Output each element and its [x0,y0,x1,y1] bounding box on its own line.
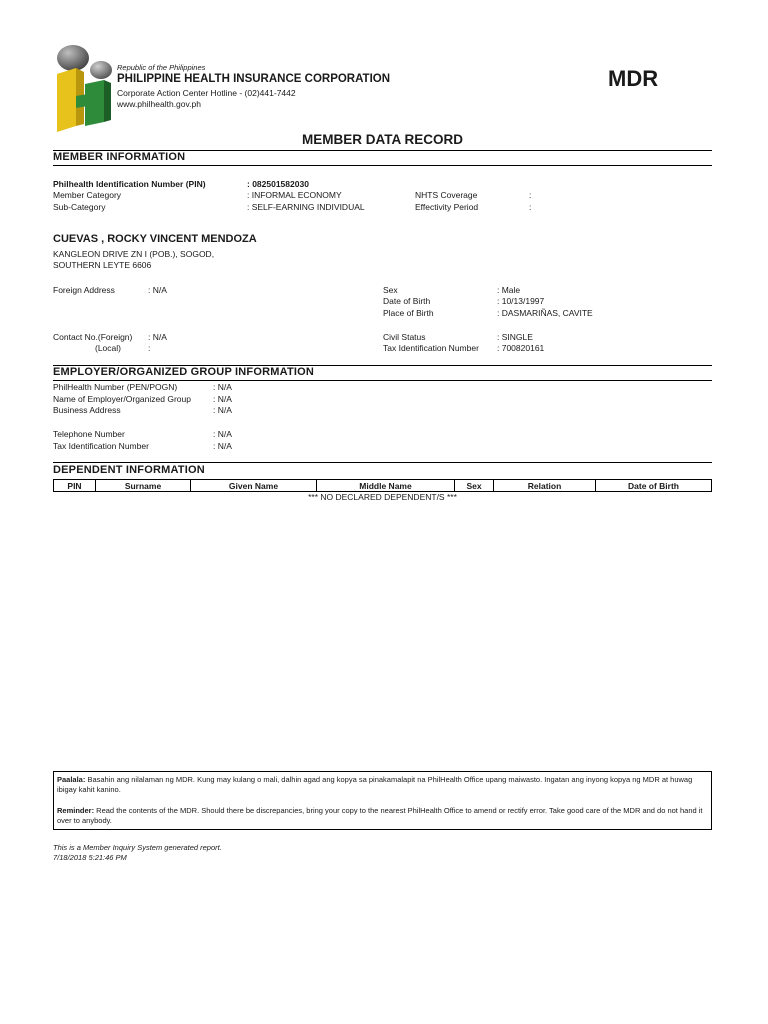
sub-category-label: Sub-Category [53,202,106,212]
sex-label: Sex [383,285,398,295]
employer-phone-label: Telephone Number [53,429,125,439]
generated-note: This is a Member Inquiry System generated report. [53,843,222,852]
member-category-value: : INFORMAL ECONOMY [247,190,342,200]
paalala-note [57,775,707,795]
reminder-label: Reminder: [57,806,95,815]
dob-value: : 10/13/1997 [497,296,545,306]
reminder-text: Read the contents of the MDR. Should there be discrepancies, bring your copy to the nearest PhilHealth Office to amend or rectify error. Take good care of the MDR and do not hand it over to anybody. [57,806,703,825]
employer-name-label: Name of Employer/Organized Group [53,394,191,404]
member-category-label: Member Category [53,190,122,200]
org-name: PHILIPPINE HEALTH INSURANCE CORPORATION [117,73,391,85]
employer-tin-value: : N/A [213,441,232,451]
employer-tin-label: Tax Identification Number [53,441,149,451]
nhts-label: NHTS Coverage [415,190,478,200]
employer-address-value: : N/A [213,405,232,415]
website-text: www.philhealth.gov.ph [117,99,201,109]
employer-pen-value: : N/A [213,382,232,392]
tin-value: : 700820161 [497,343,545,353]
member-name: CUEVAS , ROCKY VINCENT MENDOZA [53,233,257,245]
col-sex: Sex [455,480,494,492]
contact-local-value: : [148,343,151,353]
dependent-table-header [54,480,712,492]
contact-foreign-label: Contact No.(Foreign) [53,332,133,342]
col-surname: Surname [96,480,191,492]
notice-box [53,771,712,830]
foreign-address-value: : N/A [148,285,167,295]
generated-timestamp: 7/18/2018 5:21:46 PM [53,853,127,862]
sex-value: : Male [497,285,521,295]
col-pin: PIN [54,480,96,492]
philhealth-logo [54,44,114,132]
pin-label: Philhealth Identification Number (PIN) [53,179,206,189]
pin-value: : 082501582030 [247,179,309,189]
pob-label: Place of Birth [383,308,434,318]
foreign-address-label: Foreign Address [53,285,115,295]
address-line1: KANGLEON DRIVE ZN I (POB.), SOGOD, [53,249,215,259]
paalala-text: Basahin ang nilalaman ng MDR. Kung may kulang o mali, dalhin agad ang kopya sa pinakamalapit na PhilHealth Office upang maiwasto. Ingatan ang inyong kopya ng MDR at huwag ibigay kahit kanino. [57,775,693,794]
sub-category-value: : SELF-EARNING INDIVIDUAL [247,202,365,212]
civil-status-value: : SINGLE [497,332,533,342]
employer-pen-label: PhilHealth Number (PEN/POGN) [53,382,178,392]
effectivity-value: : [529,202,532,212]
col-date-of-birth: Date of Birth [596,480,712,492]
contact-local-label: (Local) [95,343,121,353]
member-info-heading: MEMBER INFORMATION [53,151,186,163]
nhts-value: : [529,190,532,200]
address-line2: SOUTHERN LEYTE 6606 [53,260,152,270]
contact-foreign-value: : N/A [148,332,167,342]
republic-text: Republic of the Philippines [117,63,206,72]
dob-label: Date of Birth [383,296,431,306]
tin-label: Tax Identification Number [383,343,479,353]
effectivity-label: Effectivity Period [415,202,479,212]
paalala-label: Paalala: [57,775,86,784]
col-relation: Relation [494,480,596,492]
page-title: MEMBER DATA RECORD [302,132,463,147]
col-middle-name: Middle Name [317,480,455,492]
dependent-heading: DEPENDENT INFORMATION [53,464,205,476]
employer-heading: EMPLOYER/ORGANIZED GROUP INFORMATION [53,366,315,378]
pob-value: : DASMARIÑAS, CAVITE [497,308,593,318]
divider-dependent-top [53,462,712,463]
employer-name-value: : N/A [213,394,232,404]
doc-code: MDR [608,66,659,91]
civil-status-label: Civil Status [383,332,426,342]
no-dependents-message: *** NO DECLARED DEPENDENT/S *** [308,492,457,502]
divider-member-info [53,165,712,166]
hotline-text: Corporate Action Center Hotline - (02)441-7442 [117,88,296,98]
reminder-note [57,806,707,826]
col-given-name: Given Name [191,480,317,492]
employer-phone-value: : N/A [213,429,232,439]
employer-address-label: Business Address [53,405,121,415]
